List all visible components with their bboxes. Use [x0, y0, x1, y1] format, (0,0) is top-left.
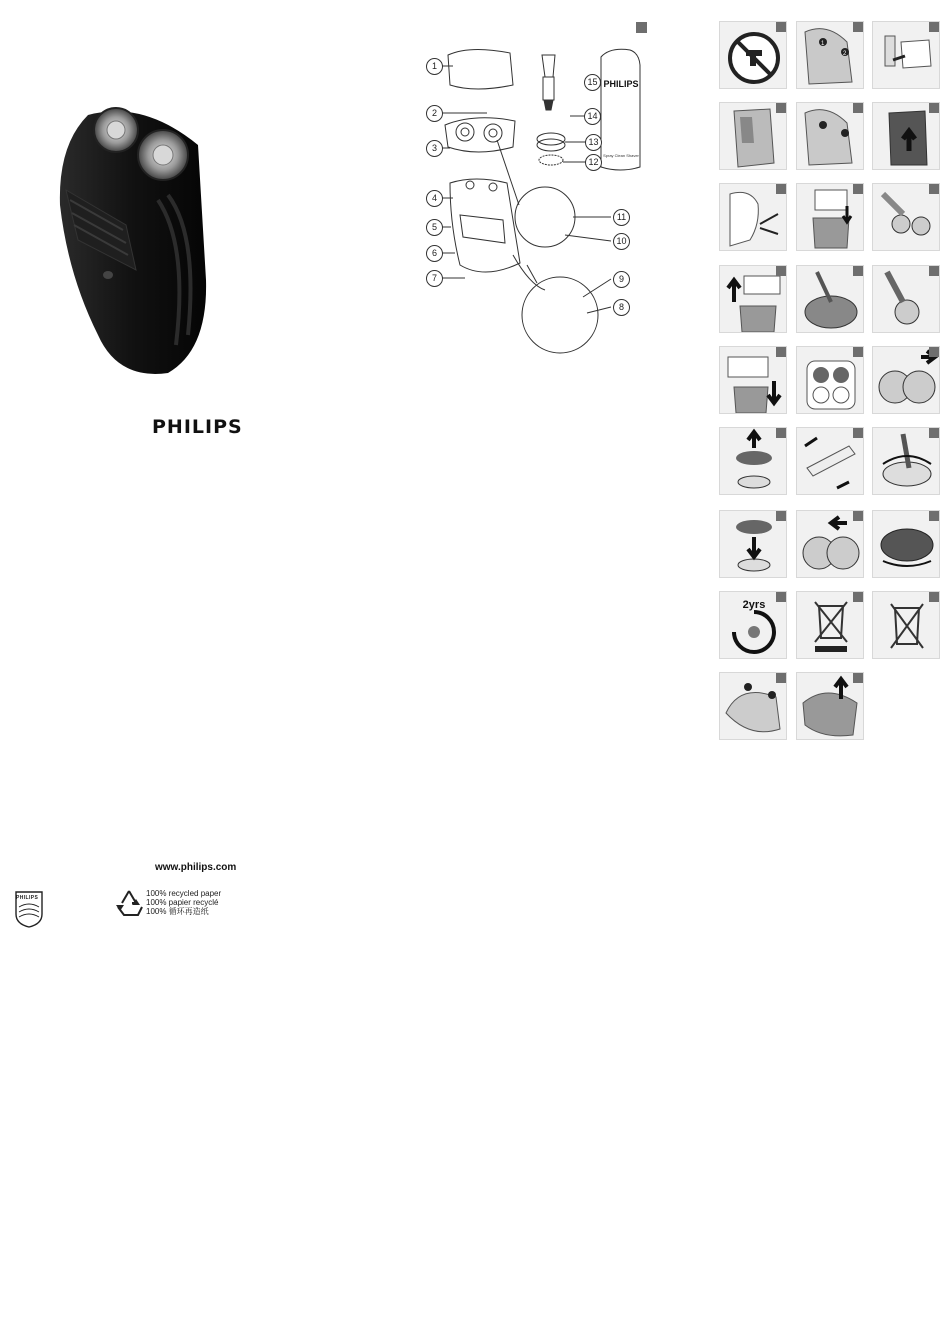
- illustration-separate-cutter: [719, 427, 787, 495]
- illustration-charging: [719, 102, 787, 170]
- callout-14: 14: [584, 108, 601, 125]
- illustration-close-holder: [872, 510, 940, 578]
- callout-2: 2: [426, 105, 443, 122]
- philips-logo: PHILIPS: [152, 416, 243, 438]
- page-marker: [636, 22, 647, 33]
- recycle-icon: [114, 889, 144, 917]
- illustration-brush-head: [872, 265, 940, 333]
- recycled-line-en: 100% recycled paper: [146, 889, 222, 898]
- illustration-open-holder: [796, 346, 864, 414]
- illustration-rinse: [872, 427, 940, 495]
- callout-10: 10: [613, 233, 630, 250]
- spray-can-text: Spray Clean Shaver: [603, 153, 639, 158]
- illustration-press-release: [872, 183, 940, 251]
- callout-5: 5: [426, 219, 443, 236]
- illustration-replace-unit: [719, 346, 787, 414]
- illustration-weee-bin: [872, 591, 940, 659]
- illustration-attach-cap: [796, 183, 864, 251]
- callout-7: 7: [426, 270, 443, 287]
- callout-3: 3: [426, 140, 443, 157]
- website-url[interactable]: www.philips.com: [155, 862, 237, 873]
- illustration-remove-battery-step1: [719, 672, 787, 740]
- callout-4: 4: [426, 190, 443, 207]
- callout-9: 9: [613, 271, 630, 288]
- illustration-open-cap: [796, 21, 864, 89]
- svg-text:1: 1: [821, 41, 825, 47]
- callout-8: 8: [613, 299, 630, 316]
- illustration-heads-out: [872, 346, 940, 414]
- illustration-replace-2yrs: [719, 591, 787, 659]
- callout-15: 15: [584, 74, 601, 91]
- callout-12: 12: [585, 154, 602, 171]
- illustration-remove-unit: [719, 265, 787, 333]
- recycled-line-fr: 100% papier recyclé: [146, 898, 219, 907]
- illustration-reassemble-cutter: [719, 510, 787, 578]
- illustration-shaving-face: [719, 183, 787, 251]
- illustration-plug-in: [872, 21, 940, 89]
- illustration-brush-unit: [796, 265, 864, 333]
- shield-brand-text: PHILIPS: [16, 895, 39, 901]
- recycled-line-zh: 100% 循环再造纸: [146, 907, 209, 916]
- callout-1: 1: [426, 58, 443, 75]
- callout-6: 6: [426, 245, 443, 262]
- svg-text:2: 2: [843, 51, 847, 57]
- spray-can-brand: PHILIPS: [603, 79, 639, 89]
- illustration-remove-battery-step2: [796, 672, 864, 740]
- illustration-no-water: [719, 21, 787, 89]
- illustration-weee-bin-bar: [796, 591, 864, 659]
- product-photo: [48, 105, 238, 380]
- callout-11: 11: [613, 209, 630, 226]
- callout-13: 13: [585, 134, 602, 151]
- illustration-insert-heads: [796, 510, 864, 578]
- illustration-switch-slide: [872, 102, 940, 170]
- two-years-label: 2yrs: [742, 599, 766, 611]
- recycled-paper-text: [146, 889, 221, 916]
- illustration-brush-cutter: [796, 427, 864, 495]
- illustration-switch-on: [796, 102, 864, 170]
